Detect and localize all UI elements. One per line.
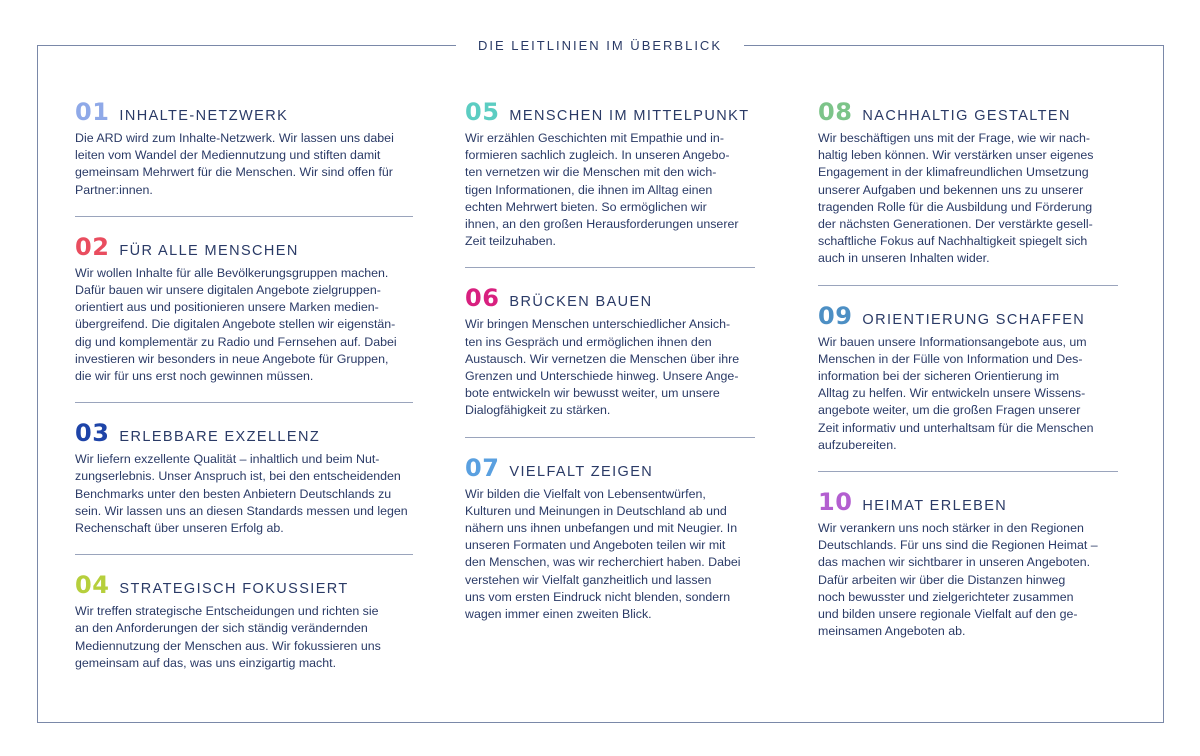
guideline-text: Wir liefern exzellente Qualität – inhaltlich und beim Nut- zungserlebnis. Unser Anspruch ist, bei den entscheidenden Benchmarks unter den besten Anbietern Deutschlands zu sein. Wir lassen uns an diesen Standards messen und legen Rechenschaft über unseren Erfolg ab. (75, 452, 408, 536)
guideline-title: ERLEBBARE EXZELLENZ (119, 429, 321, 446)
guideline-text: Wir verankern uns noch stärker in den Regionen Deutschlands. Für uns sind die Regionen Heimat – das machen wir sichtbarer in unseren Angeboten. Dafür arbeiten wir über die Distanzen hinweg noch bewusster und zielgerichteter zusammen und bilden unsere regionale Vielfalt auf den ge- meinsamen Angeboten ab. (818, 521, 1098, 639)
divider (465, 437, 755, 438)
guideline-header (818, 488, 1118, 516)
guideline-header (465, 284, 755, 312)
guideline-07 (465, 454, 755, 624)
guideline-text: Die ARD wird zum Inhalte-Netzwerk. Wir lassen uns dabei leiten vom Wandel der Mediennutzung und stiften damit gemeinsam Mehrwert für die Menschen. Wir sind offen für Partner:innen. (75, 131, 394, 197)
guideline-number: 10 (818, 488, 853, 517)
guideline-number: 08 (818, 98, 853, 126)
guideline-title: STRATEGISCH FOKUSSIERT (119, 581, 349, 598)
guideline-06 (465, 284, 755, 419)
guideline-03 (75, 419, 413, 537)
guideline-04 (75, 571, 413, 672)
guideline-title: INHALTE-NETZWERK (119, 108, 289, 124)
guideline-text: Wir wollen Inhalte für alle Bevölkerungsgruppen machen. Dafür bauen wir unsere digitalen Angebote zielgruppen- orientiert aus und positionieren unsere Marken medien- übergreifend. Die digitalen Angebote stellen wir eigenstän- dig und komplementär zu Radio und Fernsehen auf. Dabei investieren wir besonders in neue Angebote für Gruppen, die wir für uns erst noch gewinnen müssen. (75, 265, 397, 384)
divider (465, 267, 755, 268)
guideline-number: 05 (465, 98, 500, 126)
guideline-header (465, 98, 755, 126)
divider (818, 285, 1118, 286)
guideline-text: Wir treffen strategische Entscheidungen und richten sie an den Anforderungen der sich ständig verändernden Mediennutzung der Menschen aus. Wir fokussieren uns gemeinsam auf das, was uns einzigartig macht. (75, 604, 381, 670)
divider (75, 402, 413, 403)
guideline-header (465, 454, 755, 482)
column-2 (465, 98, 755, 623)
guideline-number: 02 (75, 232, 110, 261)
guideline-number: 06 (465, 284, 500, 313)
guideline-title: HEIMAT ERLEBEN (862, 498, 1008, 515)
guideline-02 (75, 233, 413, 385)
guideline-header (75, 571, 413, 599)
guideline-number: 09 (818, 301, 853, 330)
guideline-header (75, 419, 413, 447)
guideline-title: FÜR ALLE MENSCHEN (119, 242, 299, 259)
guideline-text: Wir bauen unsere Informationsangebote aus, um Menschen in der Fülle von Information und Des- information bei der sicheren Orientierung im Alltag zu helfen. Wir entwickeln unsere Wissens- angebote weiter, um die großen Fragen unserer Zeit informativ und unterhaltsam für die Menschen aufzubereiten. (818, 334, 1094, 452)
divider (75, 554, 413, 555)
guideline-title: VIELFALT ZEIGEN (509, 463, 654, 480)
guideline-title: ORIENTIERUNG SCHAFFEN (862, 311, 1086, 328)
guideline-header (818, 98, 1118, 126)
guideline-number: 01 (75, 98, 110, 126)
page-title: DIE LEITLINIEN IM ÜBERBLICK (456, 36, 744, 56)
guideline-title: MENSCHEN IM MITTELPUNKT (509, 108, 750, 124)
guideline-header (75, 233, 413, 261)
guideline-08 (818, 98, 1118, 268)
guideline-10 (818, 488, 1118, 640)
guideline-text: Wir bringen Menschen unterschiedlicher Ansich- ten ins Gespräch und ermöglichen ihnen den Austausch. Wir vernetzen die Menschen über ihre Grenzen und Unterschiede hinweg. Unsere Ange- bote entwickeln wir bewusst weiter, um unsere Dialogfähigkeit zu stärken. (465, 317, 740, 418)
guideline-09 (818, 302, 1118, 454)
guideline-text: Wir beschäftigen uns mit der Frage, wie wir nach- haltig leben können. Wir verstärken unser eigenes Engagement in der klimafreundlichen Umsetzung unserer Aufgaben und bekennen uns zu unserer tragenden Rolle für die Ausbildung und Förderung der nächsten Generationen. Der verstärkte gesell- schaftliche Fokus auf Nachhaltigkeit spiegelt sich auch in unseren Inhalten wider. (818, 131, 1094, 266)
guideline-number: 04 (75, 571, 110, 600)
column-1 (75, 98, 413, 672)
guideline-number: 03 (75, 419, 110, 448)
guideline-title: NACHHALTIG GESTALTEN (862, 108, 1071, 124)
guideline-header (75, 98, 413, 126)
guideline-05 (465, 98, 755, 250)
guideline-title: BRÜCKEN BAUEN (509, 294, 653, 311)
divider (75, 216, 413, 217)
guideline-text: Wir bilden die Vielfalt von Lebensentwürfen, Kulturen und Meinungen in Deutschland ab und nähern uns ihnen unbefangen und mit Neugier. In unseren Formaten und Angeboten teilen wir mit den Menschen, was wir recherchiert haben. Dabei verstehen wir Vielfalt ganzheitlich und lassen uns vom ersten Eindruck nicht blenden, sondern wagen immer einen zweiten Blick. (465, 486, 741, 622)
guideline-text: Wir erzählen Geschichten mit Empathie und in- formieren sachlich zugleich. In unseren Angebo- ten vernetzen wir die Menschen mit den wich- tigen Informationen, die ihnen im Alltag einen echten Mehrwert bieten. So ermöglichen wir ihnen, an den großen Herausforderungen unserer Zeit teilzuhaben. (465, 131, 739, 249)
guideline-number: 07 (465, 453, 500, 482)
guideline-01 (75, 98, 413, 199)
divider (818, 471, 1118, 472)
guideline-header (818, 302, 1118, 330)
column-3 (818, 98, 1118, 640)
